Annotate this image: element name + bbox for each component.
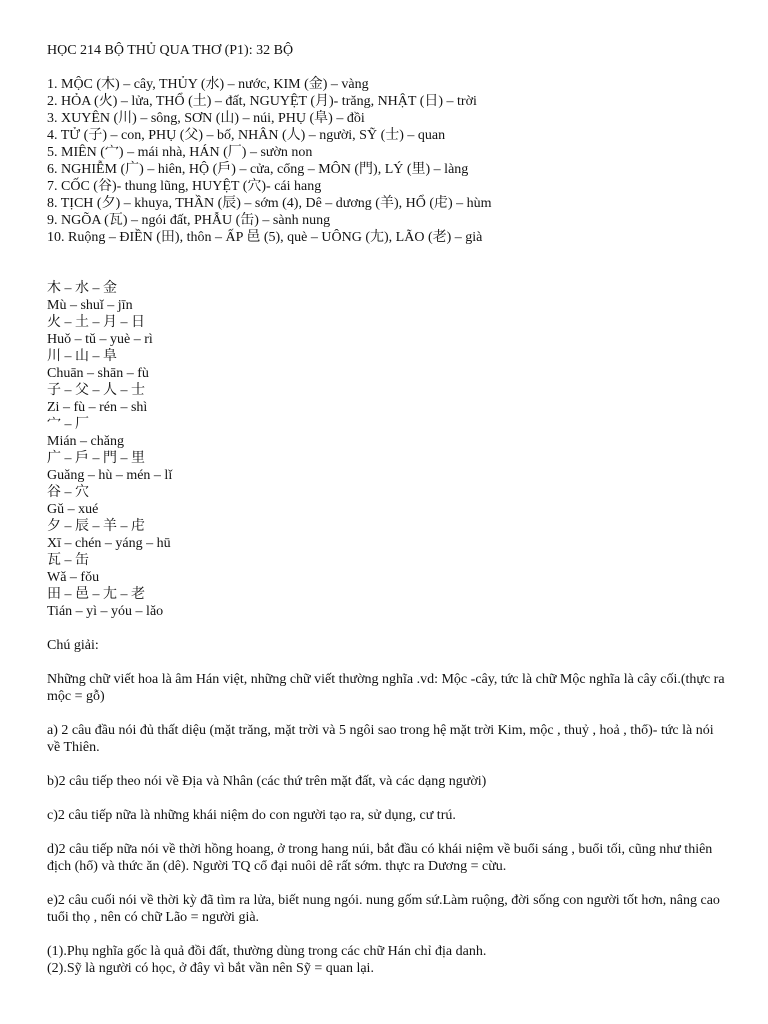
pinyin-line-1: Mù – shuǐ – jīn: [47, 298, 133, 313]
poem-line-3: 3. XUYÊN (川) – sông, SƠN (山) – núi, PHỤ (阜) – đồi: [47, 111, 365, 126]
hanzi-line-2: 火 – 土 – 月 – 日: [47, 315, 145, 330]
spacer: [47, 824, 727, 841]
spacer: [47, 790, 727, 807]
poem-block: [47, 76, 727, 246]
poem-line-9: 9. NGÕA (瓦) – ngói đất, PHẪU (缶) – sành nung: [47, 213, 331, 228]
poem-line-2: 2. HỎA (火) – lửa, THỔ (土) – đất, NGUYỆT (月)- trăng, NHẬT (日) – trời: [47, 94, 477, 109]
pinyin-line-5: Mián – chǎng: [47, 434, 124, 449]
hanzi-line-7: 谷 – 穴: [47, 485, 89, 500]
spacer: [47, 59, 727, 76]
document-title: HỌC 214 BỘ THỦ QUA THƠ (P1): 32 BỘ: [47, 43, 294, 58]
pinyin-line-9: Wǎ – fǒu: [47, 570, 100, 585]
hanzi-line-6: 广 – 戶 – 門 – 里: [47, 451, 145, 466]
spacer: [47, 875, 727, 892]
spacer: [47, 620, 727, 637]
spacer: [47, 926, 727, 943]
hanzi-line-4: 子 – 父 – 人 – 士: [47, 383, 145, 398]
hanzi-line-5: 宀 – 厂: [47, 417, 89, 432]
poem-line-5: 5. MIÊN (宀) – mái nhà, HÁN (厂) – sườn non: [47, 145, 313, 160]
note-paragraph-b: b)2 câu tiếp theo nói về Địa và Nhân (các thứ trên mặt đất, và các dạng người): [47, 774, 487, 789]
hanzi-line-8: 夕 – 辰 – 羊 – 虍: [47, 519, 145, 534]
spacer: [47, 756, 727, 773]
pinyin-line-8: Xī – chén – yáng – hū: [47, 536, 171, 551]
note-paragraph-a: a) 2 câu đầu nói đủ thất diệu (mặt trăng, mặt trời và 5 ngôi sao trong hệ mặt trời Kim, mộc , thuỷ , hoả , thổ)- tức là nói về Thiên.: [47, 723, 714, 755]
spacer: [47, 705, 727, 722]
notes-heading: Chú giải:: [47, 638, 99, 653]
hanzi-line-9: 瓦 – 缶: [47, 553, 89, 568]
poem-line-1: 1. MỘC (木) – cây, THỦY (水) – nước, KIM (金) – vàng: [47, 77, 369, 92]
hanzi-line-1: 木 – 水 – 金: [47, 281, 117, 296]
poem-line-8: 8. TỊCH (夕) – khuya, THẦN (辰) – sớm (4), Dê – dương (羊), HỔ (虍) – hùm: [47, 196, 492, 211]
poem-line-7: 7. CỐC (谷)- thung lũng, HUYỆT (穴)- cái hang: [47, 179, 322, 194]
footnote-2: (2).Sỹ là người có học, ở đây vì bắt vần nên Sỹ = quan lại.: [47, 961, 374, 976]
pinyin-block: [47, 280, 727, 620]
pinyin-line-3: Chuān – shān – fù: [47, 366, 149, 381]
pinyin-line-6: Guǎng – hù – mén – lǐ: [47, 468, 173, 483]
spacer: [47, 654, 727, 671]
poem-line-6: 6. NGHIỄM (广) – hiên, HỘ (戶) – cửa, cổng – MÔN (門), LÝ (里) – làng: [47, 162, 469, 177]
spacer: [47, 246, 727, 280]
note-paragraph-intro: Những chữ viết hoa là âm Hán việt, những chữ viết thường nghĩa .vd: Mộc -cây, tức là chữ Mộc nghĩa là cây cối.(thực ra mộc = gỗ): [47, 672, 725, 704]
pinyin-line-10: Tián – yì – yóu – lǎo: [47, 604, 164, 619]
hanzi-line-3: 川 – 山 – 阜: [47, 349, 117, 364]
note-paragraph-e: e)2 câu cuối nói về thời kỳ đã tìm ra lửa, biết nung ngói. nung gốm sứ.Làm ruộng, đời sống con người tốt hơn, nâng cao tuổi thọ , nên có chữ Lão = người già.: [47, 893, 720, 925]
note-paragraph-c: c)2 câu tiếp nữa là những khái niệm do con người tạo ra, sử dụng, cư trú.: [47, 808, 456, 823]
pinyin-line-7: Gǔ – xué: [47, 502, 99, 517]
pinyin-line-4: Zi – fù – rén – shì: [47, 400, 148, 415]
footnote-1: (1).Phụ nghĩa gốc là quả đồi đất, thường dùng trong các chữ Hán chỉ địa danh.: [47, 944, 487, 959]
pinyin-line-2: Huǒ – tǔ – yuè – rì: [47, 332, 153, 347]
poem-line-10: 10. Ruộng – ĐIỀN (田), thôn – ẤP 邑 (5), què – UÔNG (尢), LÃO (老) – già: [47, 230, 483, 245]
poem-line-4: 4. TỬ (子) – con, PHỤ (父) – bố, NHÂN (人) – người, SỸ (士) – quan: [47, 128, 446, 143]
hanzi-line-10: 田 – 邑 – 尢 – 老: [47, 587, 145, 602]
note-paragraph-d: d)2 câu tiếp nữa nói về thời hồng hoang, ở trong hang núi, bắt đầu có khái niệm về buổi sáng , buổi tối, cũng như thiên địch (hổ) và thức ăn (dê). Người TQ cổ đại nuôi dê rất sớm. thực ra Dương = cừu.: [47, 842, 713, 874]
